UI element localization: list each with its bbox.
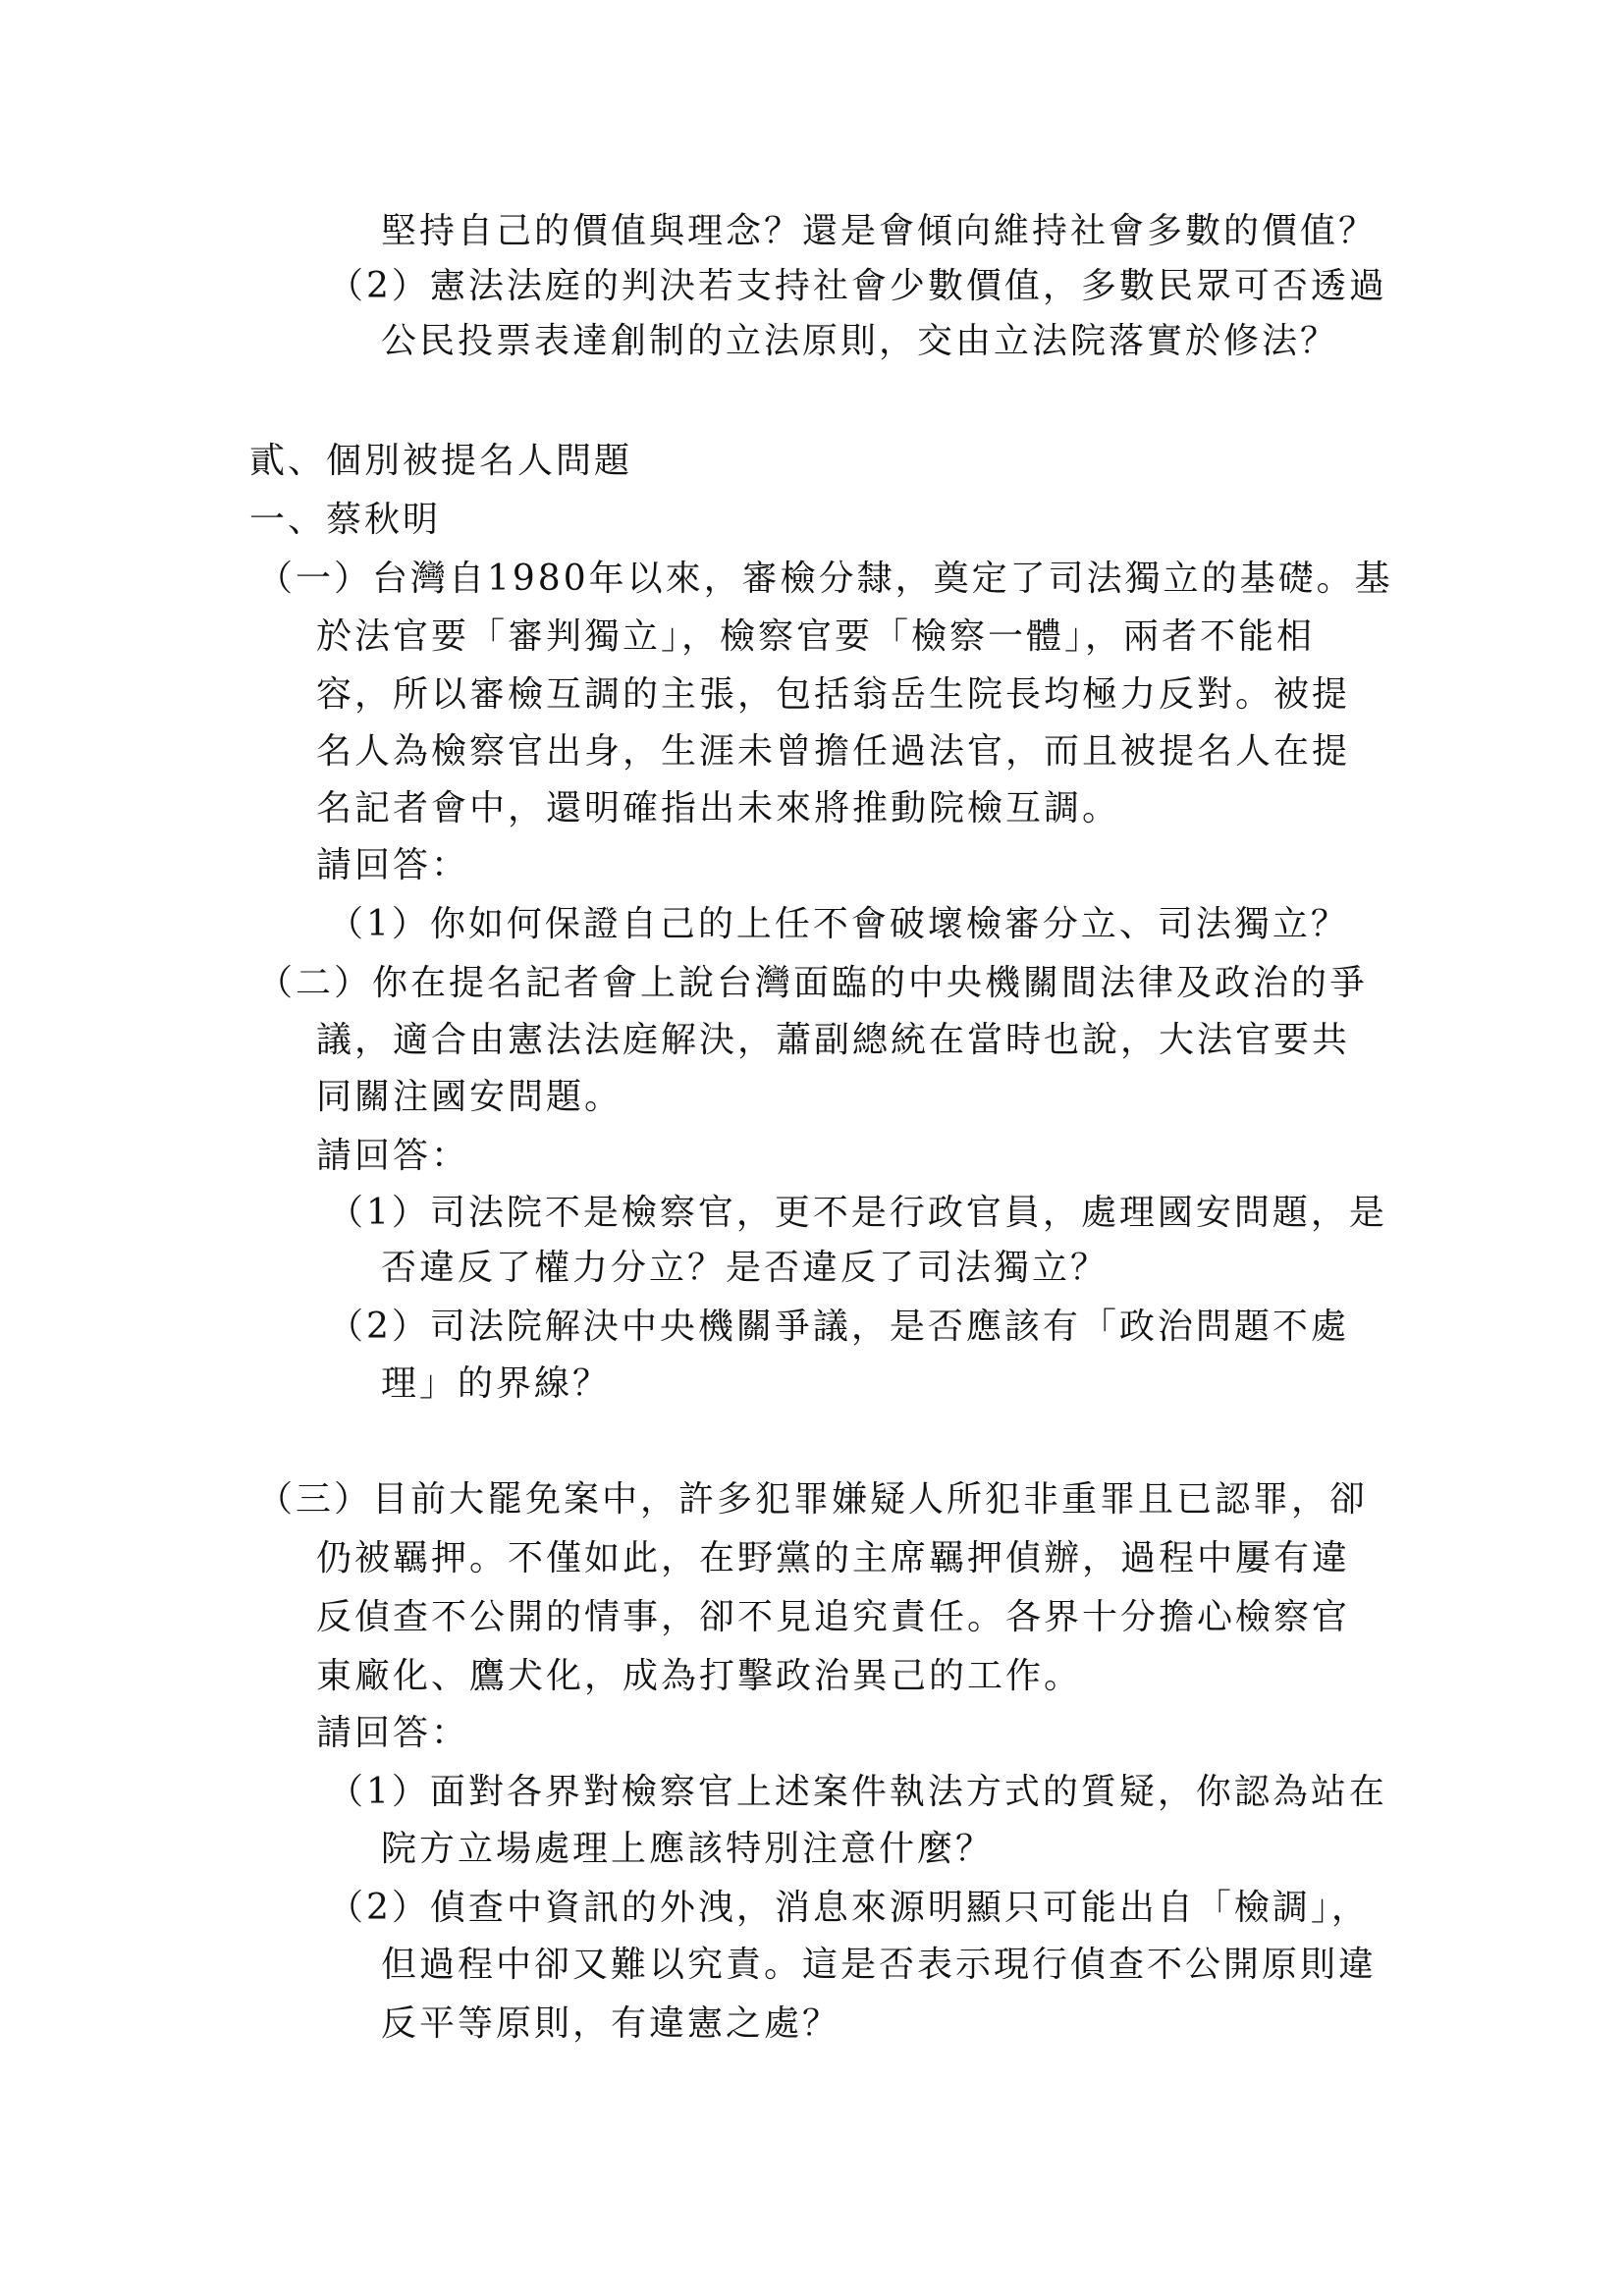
item-2-question-2-line-2: 理」的界線？ [381,1363,612,1404]
answer-prompt: 請回答： [316,1136,470,1176]
question-2-line-1: （2）憲法法庭的判決若支持社會少數價值，多數民眾可否透過 [328,266,1387,306]
item-3-question-2-line-1: （2）偵查中資訊的外洩，消息來源明顯只可能出自「檢調」， [328,1888,1370,1928]
item-3-line: 東廠化、鷹犬化，成為打擊政治異己的工作。 [316,1656,1083,1696]
item-1-line: （一）台灣自1980年以來，審檢分隸，奠定了司法獨立的基礎。基 [257,559,1393,599]
continuation-line: 堅持自己的價值與理念？還是會傾向維持社會多數的價值？ [381,211,1378,251]
item-3-question-2-line-2: 但過程中卻又難以究責。這是否表示現行偵查不公開原則違 [381,1945,1378,1985]
nominee-heading: 一、蔡秋明 [249,500,442,540]
item-3-line: （三）目前大罷免案中，許多犯罪嫌疑人所犯非重罪且已認罪，卻 [257,1479,1369,1520]
item-3-line: 仍被羈押。不僅如此，在野黨的主席羈押偵辦，過程中屢有違 [316,1538,1351,1578]
item-3-question-1-line-2: 院方立場處理上應該特別注意什麼？ [381,1829,995,1869]
item-3-question-1-line-1: （1）面對各界對檢察官上述案件執法方式的質疑，你認為站在 [328,1772,1387,1812]
item-3-question-2-line-3: 反平等原則，有違憲之處？ [381,2003,841,2044]
answer-prompt: 請回答： [316,845,470,885]
item-2-question-1-line-2: 否違反了權力分立？是否違反了司法獨立？ [381,1248,1110,1288]
item-2-question-2-line-1: （2）司法院解決中央機關爭議，是否應該有「政治問題不處 [328,1307,1349,1347]
question-2-line-2: 公民投票表達創制的立法原則，交由立法院落實於修法？ [381,321,1339,361]
item-2-line: 同關注國安問題。 [316,1077,623,1117]
item-1-line: 於法官要「審判獨立」，檢察官要「檢察一體」，兩者不能相 [316,616,1316,657]
item-1-line: 名人為檢察官出身，生涯未曾擔任過法官，而且被提名人在提 [316,731,1351,772]
item-3-line: 反偵查不公開的情事，卻不見追究責任。各界十分擔心檢察官 [316,1597,1351,1637]
item-2-question-1-line-1: （1）司法院不是檢察官，更不是行政官員，處理國安問題，是 [328,1193,1387,1233]
item-2-line: 議，適合由憲法法庭解決，蕭副總統在當時也說，大法官要共 [316,1020,1351,1060]
item-1-question-1: （1）你如何保證自己的上任不會破壞檢審分立、司法獨立？ [328,904,1349,944]
answer-prompt: 請回答： [316,1713,470,1753]
item-2-line: （二）你在提名記者會上說台灣面臨的中央機關間法律及政治的爭 [257,963,1369,1003]
item-1-line: 容，所以審檢互調的主張，包括翁岳生院長均極力反對。被提 [316,674,1351,715]
section-heading: 貳、個別被提名人問題 [249,441,633,481]
item-1-line: 名記者會中，還明確指出未來將推動院檢互調。 [316,788,1121,828]
